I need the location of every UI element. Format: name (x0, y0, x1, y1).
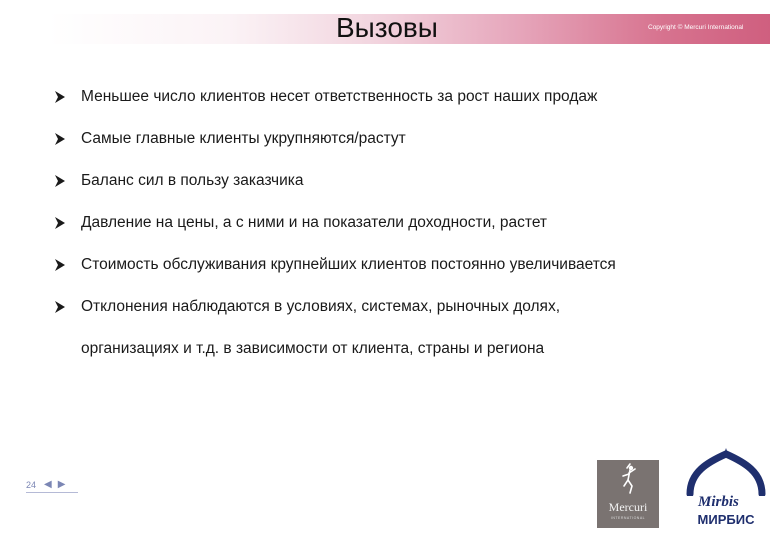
bullet-item (54, 286, 754, 370)
bullet-list (54, 76, 754, 370)
arrow-bullet-icon (54, 174, 66, 188)
mercury-figure-icon (597, 460, 659, 500)
bullet-item (54, 118, 754, 160)
bullet-item (54, 160, 754, 202)
triangle-right-icon[interactable]: ▶ (57, 479, 66, 490)
bullet-item (54, 244, 754, 286)
triangle-left-icon[interactable]: ◀ (44, 479, 52, 490)
mercuri-logo (597, 460, 659, 528)
slide-title: Вызовы (336, 12, 438, 43)
copyright-notice: Copyright © Mercuri International (648, 24, 744, 31)
footer-divider (26, 492, 78, 493)
arrow-bullet-icon (54, 132, 66, 146)
mirbis-wordmark: МИРБИС (697, 512, 755, 527)
mercuri-wordmark: Mercuri (608, 500, 648, 514)
bullet-text: Баланс сил в пользу заказчика (81, 172, 304, 189)
bullet-continuation-text: организациях и т.д. в зависимости от клиента, страны и региона (81, 340, 545, 357)
dome-emblem-icon (678, 448, 774, 496)
arrow-bullet-icon (54, 258, 66, 272)
bullet-text: Меньшее число клиентов несет ответственность за рост наших продаж (81, 88, 598, 105)
arrow-bullet-icon (54, 216, 66, 230)
bullet-item (54, 76, 754, 118)
bullet-item (54, 202, 754, 244)
bullet-text: Давление на цены, а с ними и на показатели доходности, растет (81, 214, 548, 231)
arrow-bullet-icon (54, 300, 66, 314)
bullet-text: Самые главные клиенты укрупняются/растут (81, 130, 406, 147)
mirbis-logo (678, 448, 774, 534)
bullet-text: Отклонения наблюдаются в условиях, системах, рыночных долях, (81, 298, 561, 315)
mercuri-tagline: INTERNATIONAL (610, 516, 646, 520)
bullet-text: Стоимость обслуживания крупнейших клиентов постоянно увеличивается (81, 256, 616, 273)
page-number: 24 (26, 480, 37, 490)
arrow-bullet-icon (54, 90, 66, 104)
mirbis-script-wordmark: Mirbis (698, 494, 739, 510)
slide-navigation (26, 480, 65, 490)
